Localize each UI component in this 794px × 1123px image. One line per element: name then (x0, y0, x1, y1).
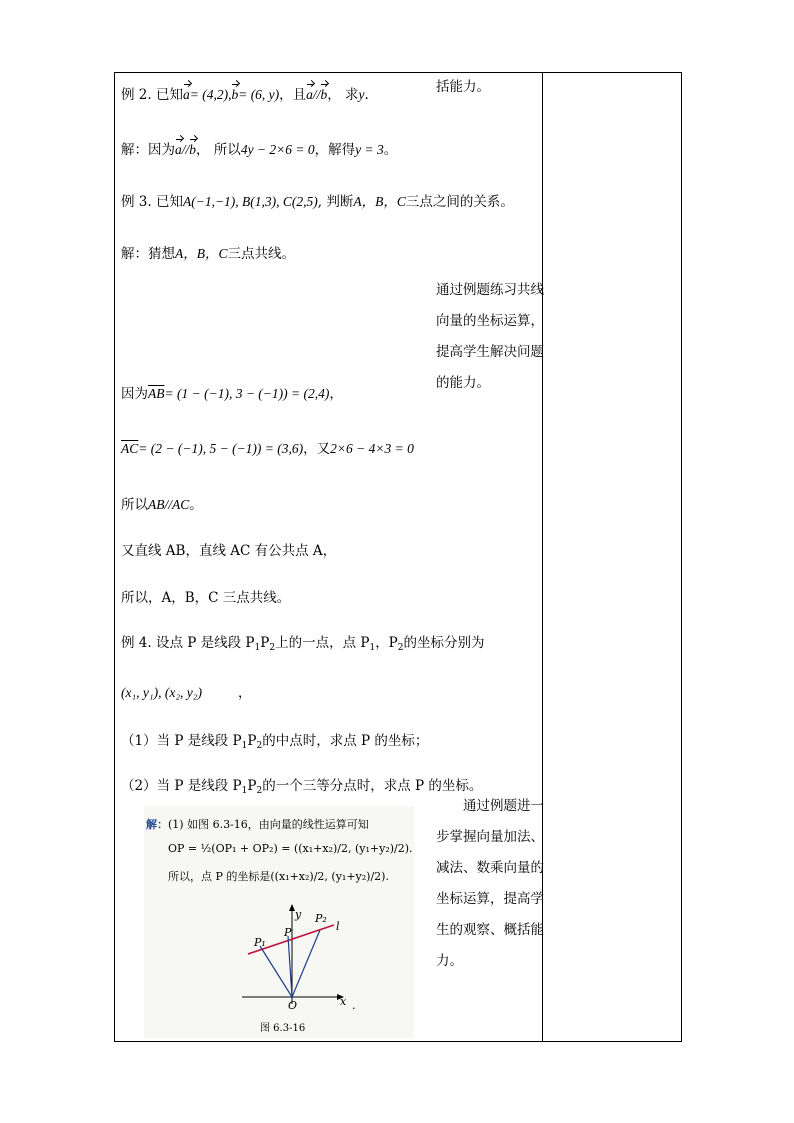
solution-3-guess: 解：猜想A，B，C三点共线。 (121, 246, 295, 262)
example-4-q1: （1）当 P 是线段 $P_1P_2$的中点时，求点 P 的坐标； (121, 733, 429, 751)
example-2-label: 例 2. 已知 (121, 87, 183, 103)
side-note-top: 括能力。 (436, 79, 490, 95)
example-4-q2: （2）当 P 是线段 $P_1P_2$的一个三等分点时，求点 P 的坐标。 (121, 778, 483, 796)
origin-label: O (288, 999, 298, 1012)
example-4: 例 4. 设点 P 是线段 $P_1P_2$上的一点，点 $P_1$，$P_2$的坐标分别为 (121, 635, 485, 653)
coordinate-diagram (144, 806, 414, 1038)
vector-b: b (231, 87, 239, 102)
p2-label: P₂ (315, 912, 327, 925)
solution-2: 解：因为a//b， 所以4y − 2×6 = 0，解得y = 3。 (121, 142, 398, 158)
figure-solution-line2: OP = ½(OP₁ + OP₂) = ((x₁+x₂)/2, (y₁+y₂)/2). (168, 842, 413, 855)
solution-3-line2: 所以，A，B，C 三点共线。 (121, 590, 291, 606)
vector-a: a (182, 87, 190, 102)
line-l-label: l (336, 920, 340, 933)
solution-3-ac: $\overline{AC}= (2 - (-1)$, 5 − (−1)) = (3,6)，又2×6 − 4×3 = 0 (121, 441, 414, 457)
solution-3-ab: 因为$\overline{AB}= (1 - (-1)$, 3 − (−1)) = (2,4)， (121, 386, 343, 402)
example-2: 例 2. 已知a= (4,2),b= (6, y)，且a//b， 求y. (121, 87, 369, 103)
p1-label: P₁ (254, 936, 266, 949)
vector-ac: $\overline{AC}$ (121, 441, 139, 456)
solution-3-parallel: 所以AB//AC。 (121, 497, 203, 513)
x-axis-label: x (340, 995, 347, 1008)
vector-ab: $\overline{AB}$ (148, 386, 165, 401)
side-note-coordinates: 通过例题进一 步掌握向量加法、 减法、数乘向量的 坐标运算，提高学 生的观察、概括能 力。 (436, 798, 544, 969)
figure-caption: 图 6.3-16 (260, 1023, 306, 1034)
figure-solution-line1: 解：(1) 如图 6.3-16，由向量的线性运算可知 (146, 818, 369, 831)
example-3: 例 3. 已知A(−1,−1), B(1,3), C(2,5), 判断A，B，C三点之间的关系。 (121, 194, 514, 210)
solution-3-line1: 又直线 AB，直线 AC 有公共点 A， (121, 543, 337, 559)
y-axis-label: y (295, 908, 302, 921)
figure-solution-line3: 所以，点 P 的坐标是((x₁+x₂)/2, (y₁+y₂)/2). (168, 870, 389, 883)
p-label: P (284, 926, 292, 939)
textbook-figure: 解：(1) 如图 6.3-16，由向量的线性运算可知 OP = ½(OP₁ + OP₂) = ((x₁+x₂)/2, (y₁+y₂)/2). 所以，点 P 的坐标是((x₁+x₂)/2, (y₁+y₂)/2). y x O P₁ P P₂ l . 图 6.3-16 (144, 806, 414, 1038)
example-4-coords: (x₁, y₁), (x₂, y₂) ， (121, 685, 252, 701)
side-note-collinear: 通过例题练习共线 向量的坐标运算， 提高学生解决问题 的能力。 (436, 282, 544, 391)
